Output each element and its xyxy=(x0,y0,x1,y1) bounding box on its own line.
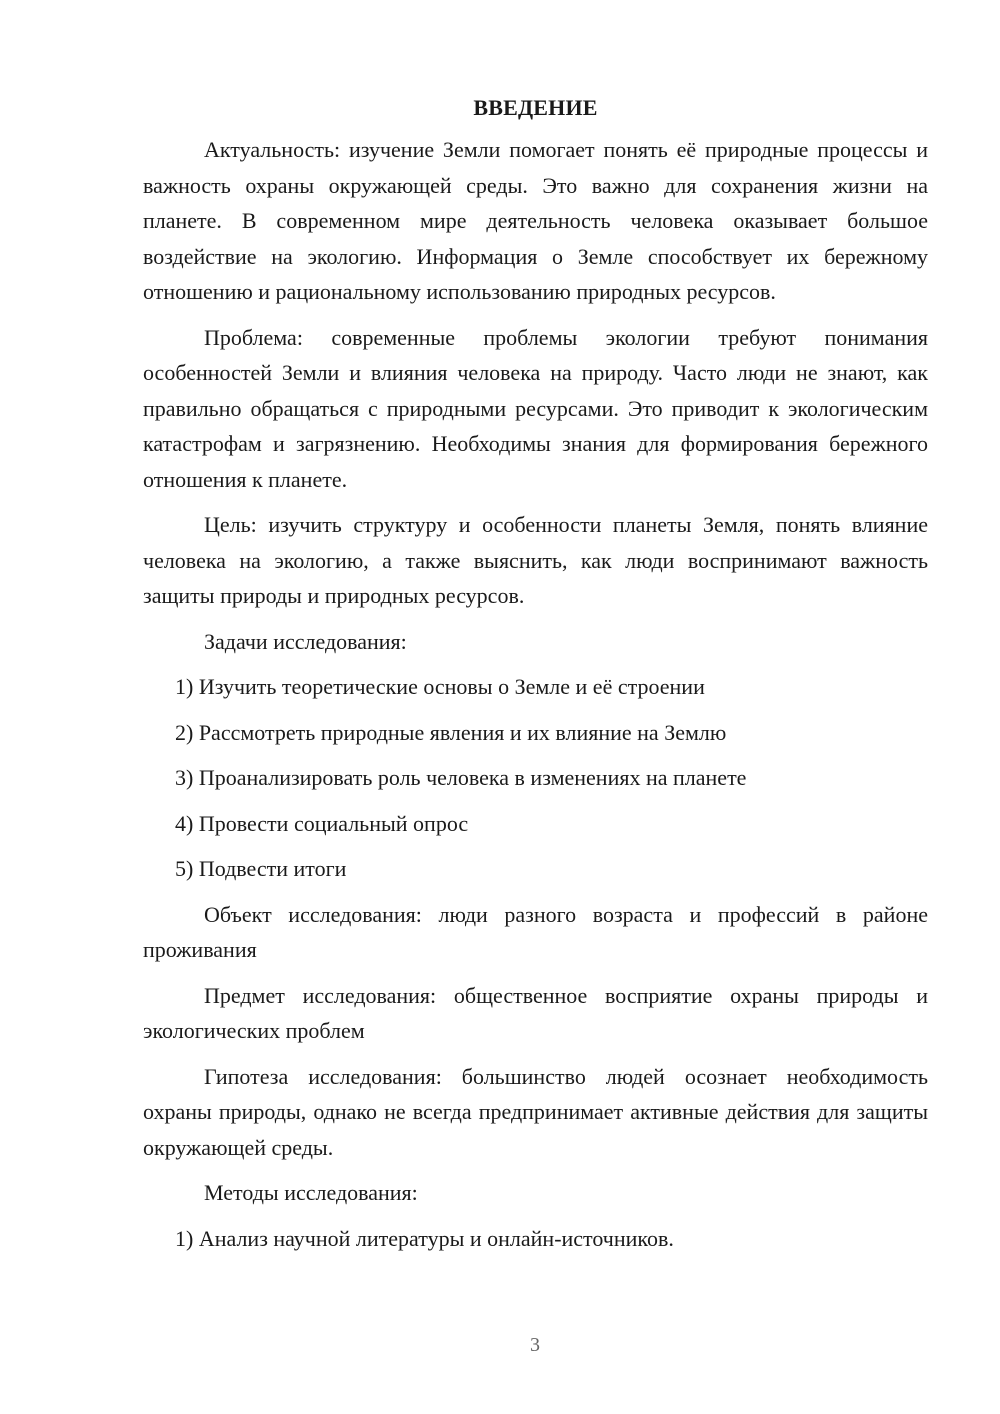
hypothesis-paragraph: Гипотеза исследования: большинство людей осознает необходимость охраны природы, однако не всегда предпринимает активные действия для защиты окружающей среды. xyxy=(143,1063,928,1160)
task-item-3: 3) Проанализировать роль человека в изменениях на планете xyxy=(175,765,747,790)
relevance-paragraph: Актуальность: изучение Земли помогает понять её природные процессы и важность охраны окружающей среды. Это важно для сохранения жизни на планете. В современном мире деятельность человека оказывает большое воздействие на экологию. Информация о Земле способствует их бережному отношению и рациональному использованию природных ресурсов. xyxy=(143,137,928,304)
task-item-4: 4) Провести социальный опрос xyxy=(175,810,469,836)
goal-paragraph: Цель: изучить структуру и особенности планеты Земля, понять влияние человека на экологию, а также выяснить, как люди воспринимают важность защиты природы и природных ресурсов. xyxy=(143,512,928,608)
section-title: ВВЕДЕНИЕ xyxy=(473,95,598,120)
methods-heading: Методы исследования: xyxy=(204,1180,418,1205)
document-page xyxy=(143,90,928,1266)
task-item-1: 1) Изучить теоретические основы о Земле и её строении xyxy=(175,674,705,699)
tasks-heading: Задачи исследования: xyxy=(204,628,407,654)
method-item-1: 1) Анализ научной литературы и онлайн-источников. xyxy=(175,1225,674,1251)
object-paragraph: Объект исследования: люди разного возраста и профессий в районе проживания xyxy=(143,901,928,962)
problem-paragraph: Проблема: современные проблемы экологии требуют понимания особенностей Земли и влияния человека на природу. Часто люди не знают, как правильно обращаться с природными ресурсами. Это приводит к экологическим катастрофам и загрязнению. Необходимы знания для формирования бережного отношения к планете. xyxy=(143,324,928,492)
task-item-2: 2) Рассмотреть природные явления и их влияние на Землю xyxy=(175,719,727,745)
page-number: 3 xyxy=(530,1334,540,1356)
subject-paragraph: Предмет исследования: общественное восприятие охраны природы и экологических проблем xyxy=(143,982,928,1043)
task-item-5: 5) Подвести итоги xyxy=(175,856,347,881)
